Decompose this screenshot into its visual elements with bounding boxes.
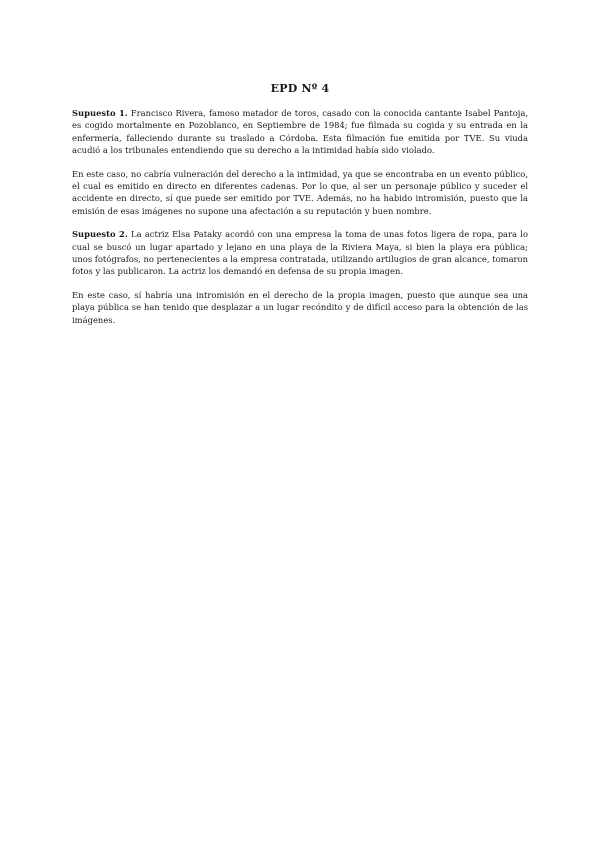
paragraph-text: La actriz Elsa Pataky acordó con una empresa la toma de unas fotos ligera de ropa, para lo cual se buscó un lugar apartado y lejano en una playa de la Riviera Maya, si bien la playa era pública; unos fotógrafos, no pertenecientes a la empresa contratada, utilizando artilugios de gran alcance, tomaron fotos y las publicaron. La actriz los demandó en defensa de su propia imagen. <box>72 229 528 277</box>
paragraph-supuesto-1 <box>72 107 528 157</box>
paragraph-text: Francisco Rivera, famoso matador de toros, casado con la conocida cantante Isabel Pantoja, es cogido mortalmente en Pozoblanco, en Septiembre de 1984; fue filmada su cogida y su entrada en la enfermería, falleciendo durante su traslado a Córdoba. Esta filmación fue emitida por TVE. Su viuda acudió a los tribunales entendiendo que su derecho a la intimidad había sido violado. <box>72 108 528 156</box>
paragraph-lead: Supuesto 2. <box>72 229 128 240</box>
paragraph-text: En este caso, no cabría vulneración del derecho a la intimidad, ya que se encontraba en un evento público, el cual es emitido en directo en diferentes cadenas. Por lo que, al ser un personaje público y suceder el accidente en directo, sí que puede ser emitido por TVE. Además, no ha habido intromisión, puesto que la emisión de esas imágenes no supone una afectación a su reputación y buen nombre. <box>72 168 528 216</box>
paragraph-supuesto-2 <box>72 228 528 278</box>
document-page <box>72 82 528 337</box>
paragraph-respuesta-1 <box>72 168 528 218</box>
paragraph-text: En este caso, sí habría una intromisión en el derecho de la propia imagen, puesto que aunque sea una playa pública se han tenido que desplazar a un lugar recóndito y de difícil acceso para la obtención de las imágenes. <box>72 289 528 325</box>
document-title: EPD Nº 4 <box>270 82 330 95</box>
paragraph-respuesta-2 <box>72 289 528 326</box>
paragraph-lead: Supuesto 1. <box>72 108 128 118</box>
